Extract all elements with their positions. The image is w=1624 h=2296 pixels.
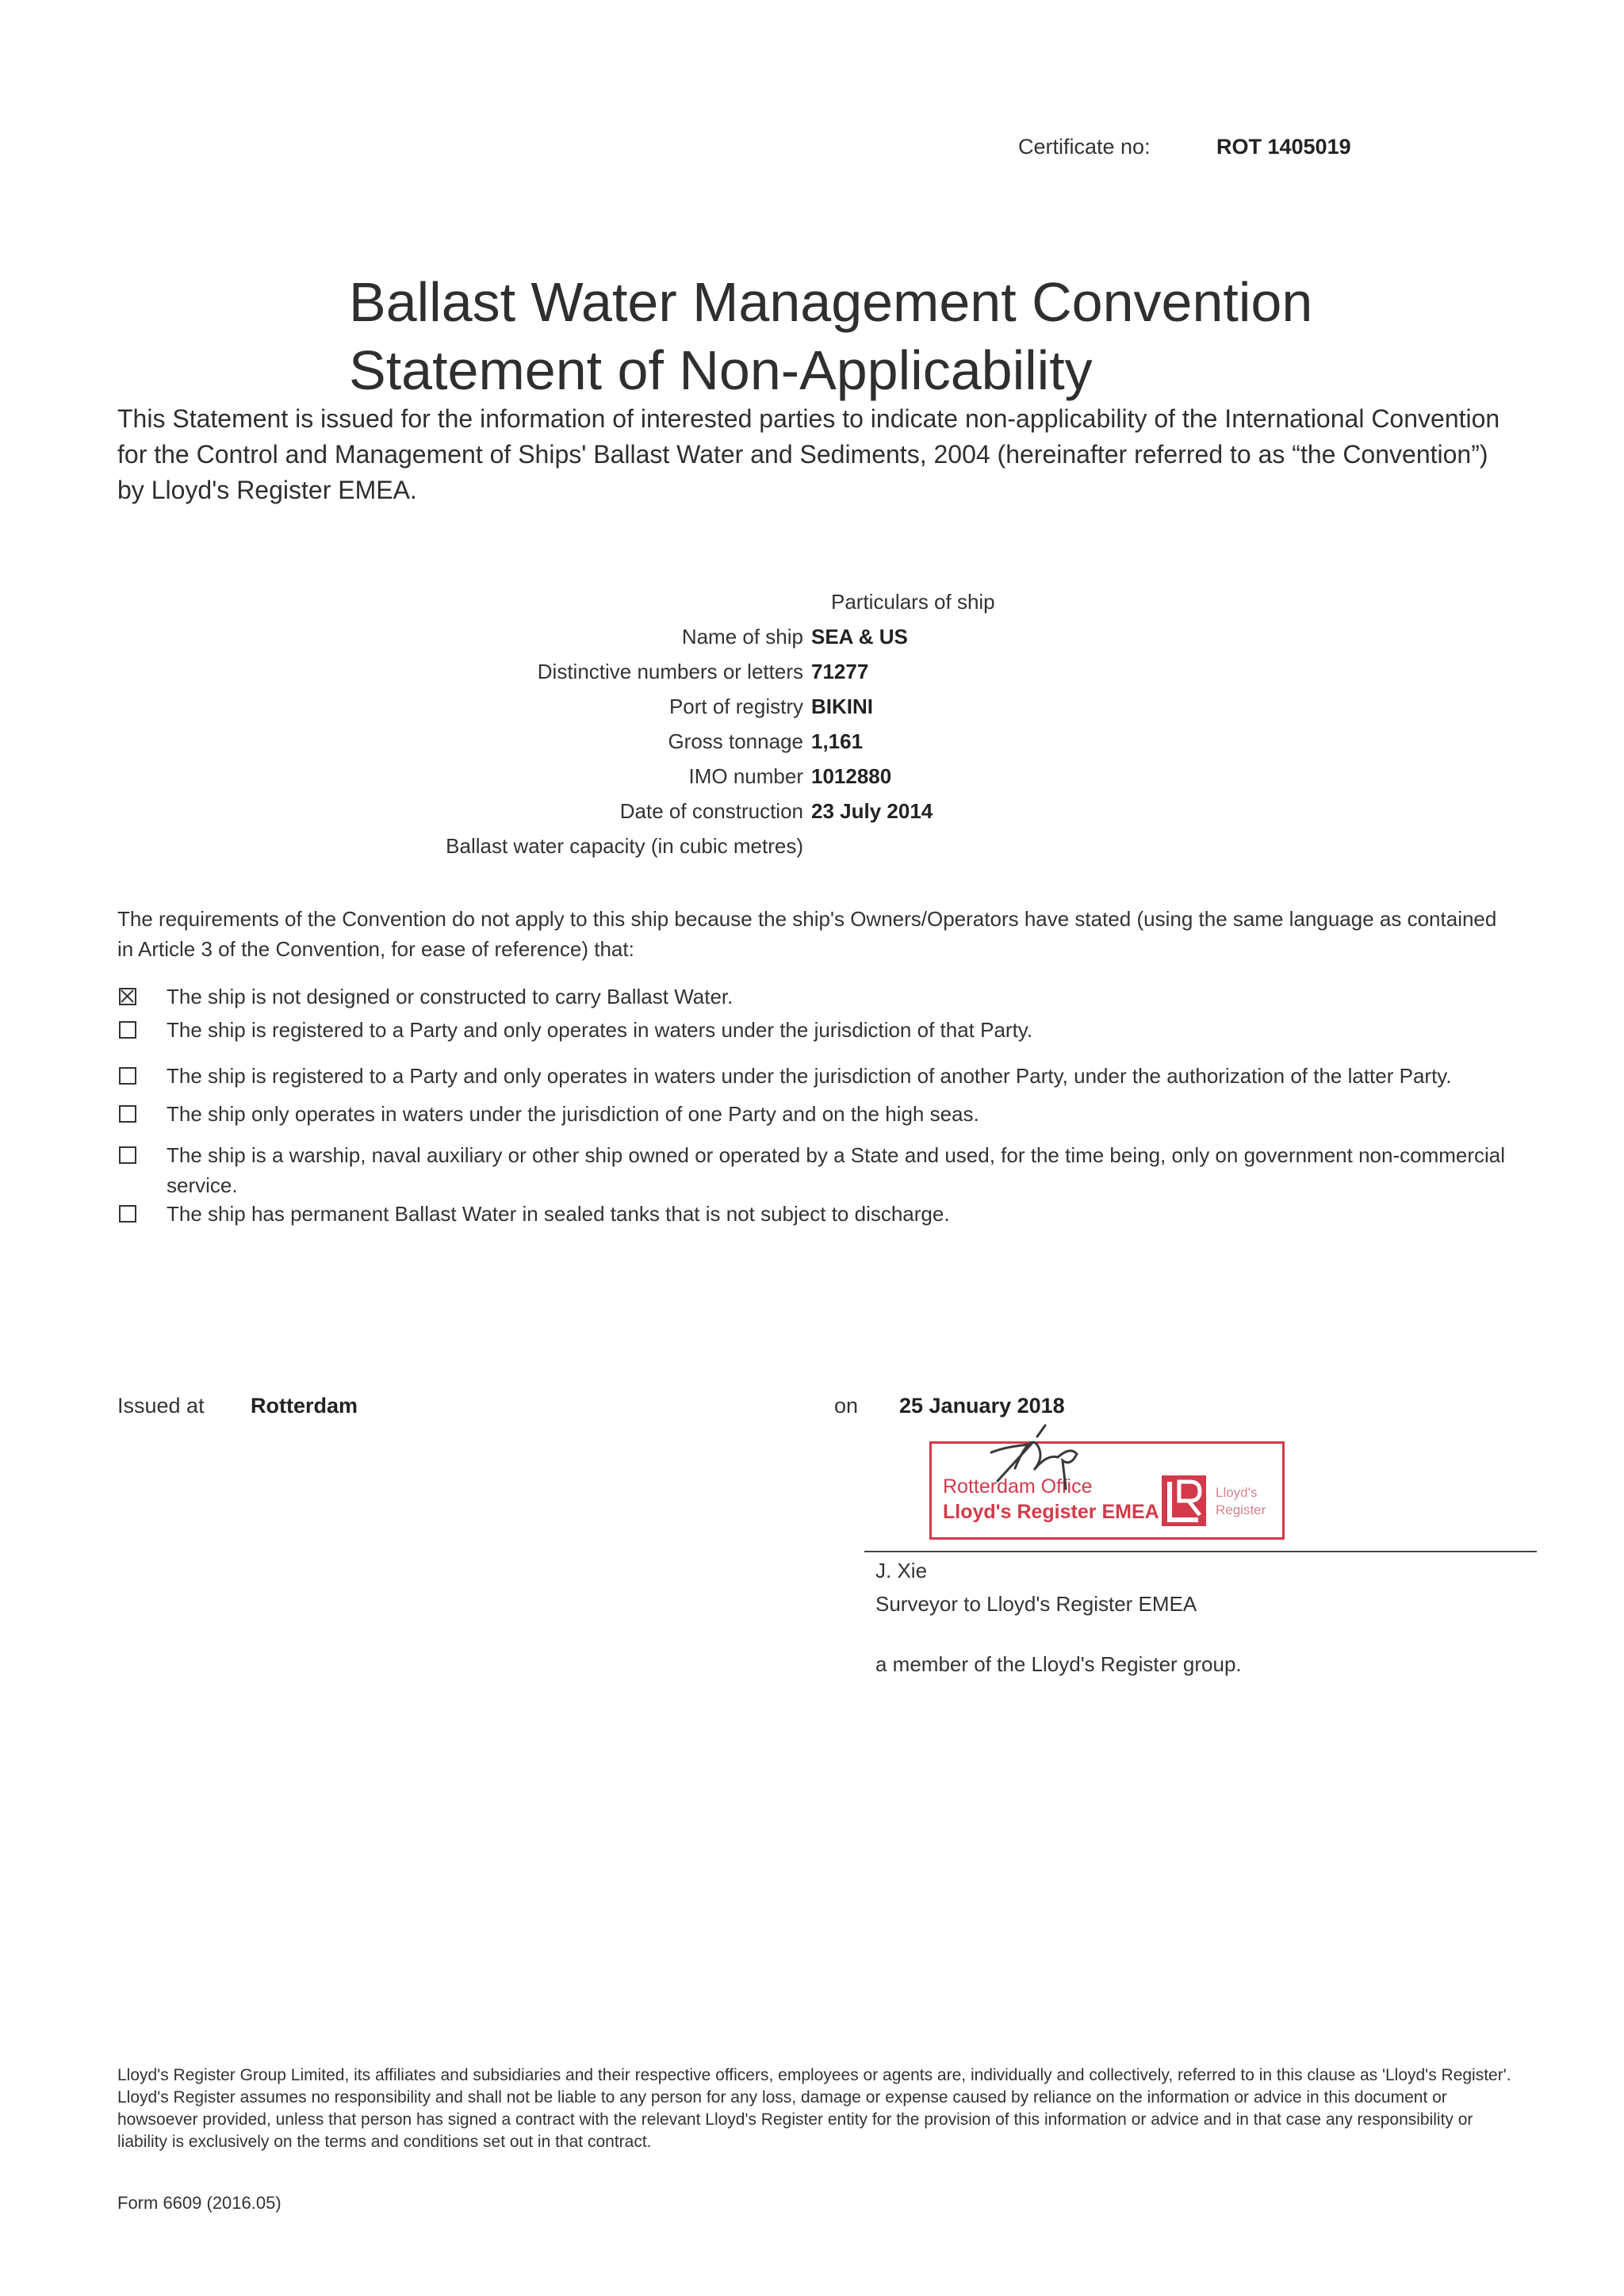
particular-label: Date of construction (619, 799, 803, 823)
check-cross-icon (121, 989, 134, 1003)
issued-place: Rotterdam (251, 1394, 358, 1418)
option-text: The ship is registered to a Party and only operates in waters under the jurisdiction of that Party. (167, 1018, 1033, 1042)
particular-label: Name of ship (681, 625, 803, 649)
signer-name: J. Xie (875, 1559, 928, 1582)
issued-at-label: Issued at (117, 1394, 205, 1418)
option-checkbox[interactable] (119, 1105, 136, 1123)
issued-on-label: on (834, 1394, 859, 1418)
particular-label: IMO number (688, 764, 803, 788)
disclaimer: Lloyd's Register Group Limited, its affiliates and subsidiaries and their respective officers, employees or agents are, individually and collectively, referred to in this clause as 'Lloyd's Register'. Lloyd's Register assumes no responsibility and shall not be liable to any person for any loss, damage or expense caused by reliance on the information or advice in this document or howsoever provided, unless that person has signed a contract with the relevant Lloyd's Register entity for the provision of this information or advice and in that case any responsibility or liability is exclusively on the terms and conditions set out in that contract. (117, 2066, 1511, 2151)
option-checkbox[interactable] (119, 1021, 136, 1039)
certificate-number: ROT 1405019 (1216, 135, 1351, 159)
particular-value: 1,161 (811, 729, 864, 753)
title-line-2: Statement of Non-Applicability (349, 339, 1093, 401)
signature-line (864, 1551, 1537, 1552)
particular-row (0, 660, 1624, 695)
particular-value: 71277 (811, 660, 869, 683)
particular-row (0, 729, 1624, 764)
signer-role: Surveyor to Lloyd's Register EMEA (875, 1592, 1197, 1616)
particular-label: Gross tonnage (668, 729, 803, 753)
stamp-logo-word: Lloyd's (1216, 1485, 1258, 1500)
issue-date: 25 January 2018 (899, 1394, 1065, 1418)
title-line-1: Ballast Water Management Convention (349, 271, 1313, 333)
reason-paragraph: The requirements of the Convention do not apply to this ship because the ship's Owners/Operators have stated (using the same language as contained in Article 3 of the Convention, for ease of reference) that: (117, 907, 1497, 961)
stamp-logo-word: Register (1216, 1502, 1266, 1517)
particular-value: BIKINI (811, 695, 873, 718)
particular-row (0, 834, 1624, 869)
lr-logo-icon (1162, 1475, 1206, 1526)
option-checkbox[interactable] (119, 1067, 136, 1085)
particular-value: 23 July 2014 (811, 799, 933, 823)
particular-row (0, 764, 1624, 799)
option-text: The ship has permanent Ballast Water in sealed tanks that is not subject to discharge. (167, 1202, 950, 1226)
particular-row (0, 625, 1624, 660)
option-text: The ship is a warship, naval auxiliary or other ship owned or operated by a State and used, for the time being, only on government non-commercial service. (167, 1143, 1506, 1197)
particular-row (0, 799, 1624, 834)
option-checkbox[interactable] (119, 1146, 136, 1164)
particular-label: Port of registry (668, 695, 803, 718)
option-checkbox[interactable] (119, 988, 136, 1005)
option-checkbox[interactable] (119, 1205, 136, 1223)
stamp-organisation: Lloyd's Register EMEA (943, 1501, 1159, 1523)
stamp-office: Rotterdam Office (943, 1475, 1093, 1498)
intro-paragraph: This Statement is issued for the information of interested parties to indicate non-applicability of the International Convention for the Control and Management of Ships' Ballast Water and Sediments, 2004 (hereinafter referred to as “the Convention”) by Lloyd's Register EMEA. (117, 404, 1500, 504)
particular-label: Distinctive numbers or letters (537, 660, 803, 683)
particular-row (0, 695, 1624, 729)
form-number: Form 6609 (2016.05) (117, 2193, 282, 2213)
option-text: The ship is registered to a Party and only operates in waters under the jurisdiction of another Party, under the authorization of the latter Party. (167, 1064, 1452, 1088)
option-text: The ship is not designed or constructed to carry Ballast Water. (167, 985, 733, 1008)
particulars-heading: Particulars of ship (831, 590, 995, 614)
particular-value: 1012880 (811, 764, 892, 788)
particular-label: Ballast water capacity (in cubic metres) (446, 834, 803, 858)
certificate-label: Certificate no: (1018, 135, 1151, 159)
document-title (349, 268, 1312, 404)
option-text: The ship only operates in waters under the jurisdiction of one Party and on the high seas. (167, 1102, 979, 1126)
handwritten-signature (952, 1422, 1126, 1502)
particular-value: SEA & US (811, 625, 908, 649)
group-membership: a member of the Lloyd's Register group. (875, 1652, 1242, 1676)
